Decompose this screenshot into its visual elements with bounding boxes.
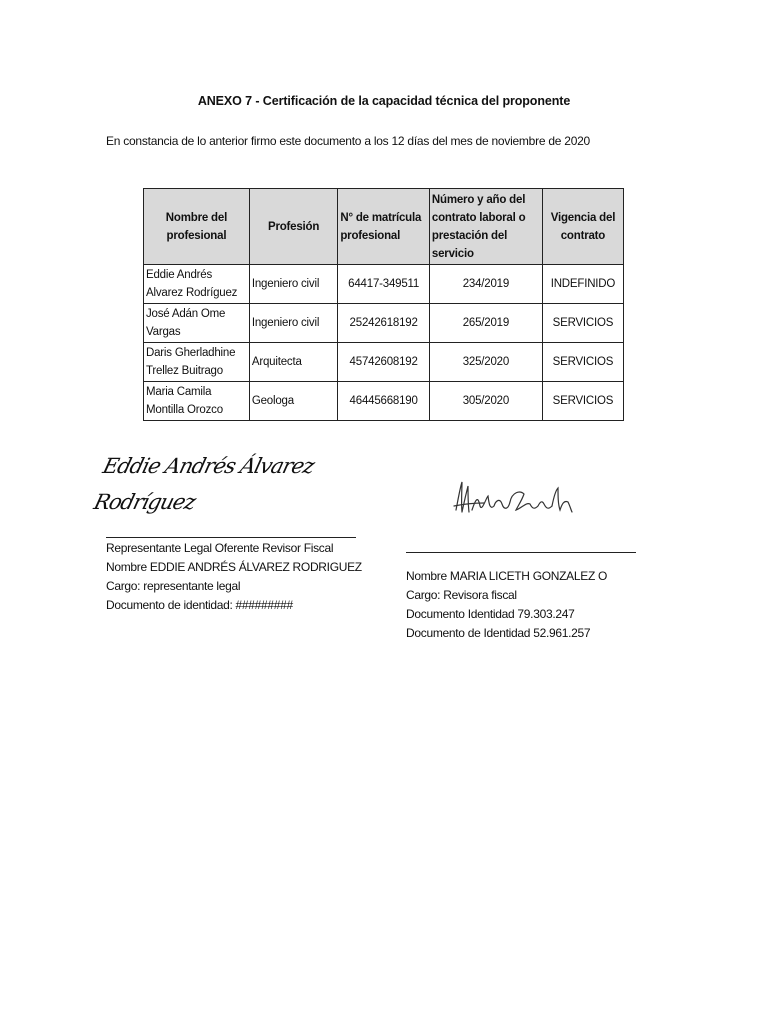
header-profesion: Profesión	[249, 189, 337, 265]
cell-profesion: Arquitecta	[249, 343, 337, 382]
table-header-row	[144, 189, 624, 265]
cell-contrato: 234/2019	[429, 265, 542, 304]
header-matricula: N° de matrícula profesional	[338, 189, 430, 265]
cell-nombre: Daris Gherladhine Trellez Buitrago	[144, 343, 250, 382]
signatory-id: Documento de Identidad 52.961.257	[406, 626, 591, 640]
table-row	[144, 343, 624, 382]
cell-vigencia: SERVICIOS	[542, 382, 623, 421]
signatory-name: Nombre MARIA LICETH GONZALEZ O	[406, 569, 608, 583]
header-nombre: Nombre del profesional	[144, 189, 250, 265]
cell-contrato: 265/2019	[429, 304, 542, 343]
cell-vigencia: SERVICIOS	[542, 343, 623, 382]
header-contrato: Número y año del contrato laboral o prestación del servicio	[429, 189, 542, 265]
certification-statement: En constancia de lo anterior firmo este documento a los 12 días del mes de noviembre de 2020	[106, 134, 590, 148]
signature-line-right	[406, 552, 636, 553]
table-row	[144, 265, 624, 304]
cell-matricula: 45742608192	[338, 343, 430, 382]
table-row	[144, 304, 624, 343]
cell-nombre: Eddie Andrés Alvarez Rodríguez	[144, 265, 250, 304]
cell-nombre: Maria Camila Montilla Orozco	[144, 382, 250, 421]
signatory-name: Nombre EDDIE ANDRÉS ÁLVAREZ RODRIGUEZ	[106, 560, 362, 574]
signatory-id: Documento Identidad 79.303.247	[406, 607, 575, 621]
signature-line-left	[106, 537, 356, 538]
cell-profesion: Ingeniero civil	[249, 265, 337, 304]
professionals-table	[143, 188, 624, 421]
cell-vigencia: INDEFINIDO	[542, 265, 623, 304]
cell-profesion: Geologa	[249, 382, 337, 421]
signature-script-eddie	[90, 448, 368, 520]
cell-contrato: 325/2020	[429, 343, 542, 382]
signature-block-left	[106, 539, 396, 615]
signatory-id: Documento de identidad: #########	[106, 598, 293, 612]
cell-profesion: Ingeniero civil	[249, 304, 337, 343]
signatory-role: Representante Legal Oferente Revisor Fiscal	[106, 541, 334, 555]
header-vigencia: Vigencia del contrato	[542, 189, 623, 265]
signatory-cargo: Cargo: representante legal	[106, 579, 241, 593]
signature-block-right	[406, 567, 696, 643]
table-row	[144, 382, 624, 421]
signature-script-line: Rodríguez	[91, 490, 198, 514]
cell-nombre: José Adán Ome Vargas	[144, 304, 250, 343]
signature-script-line: Eddie Andrés Álvarez	[100, 454, 317, 478]
handwritten-signature-right	[450, 476, 576, 524]
cell-matricula: 64417-349511	[338, 265, 430, 304]
cell-vigencia: SERVICIOS	[542, 304, 623, 343]
document-title: ANEXO 7 - Certificación de la capacidad técnica del proponente	[197, 94, 571, 108]
cell-contrato: 305/2020	[429, 382, 542, 421]
cell-matricula: 25242618192	[338, 304, 430, 343]
signatory-cargo: Cargo: Revisora fiscal	[406, 588, 517, 602]
cell-matricula: 46445668190	[338, 382, 430, 421]
